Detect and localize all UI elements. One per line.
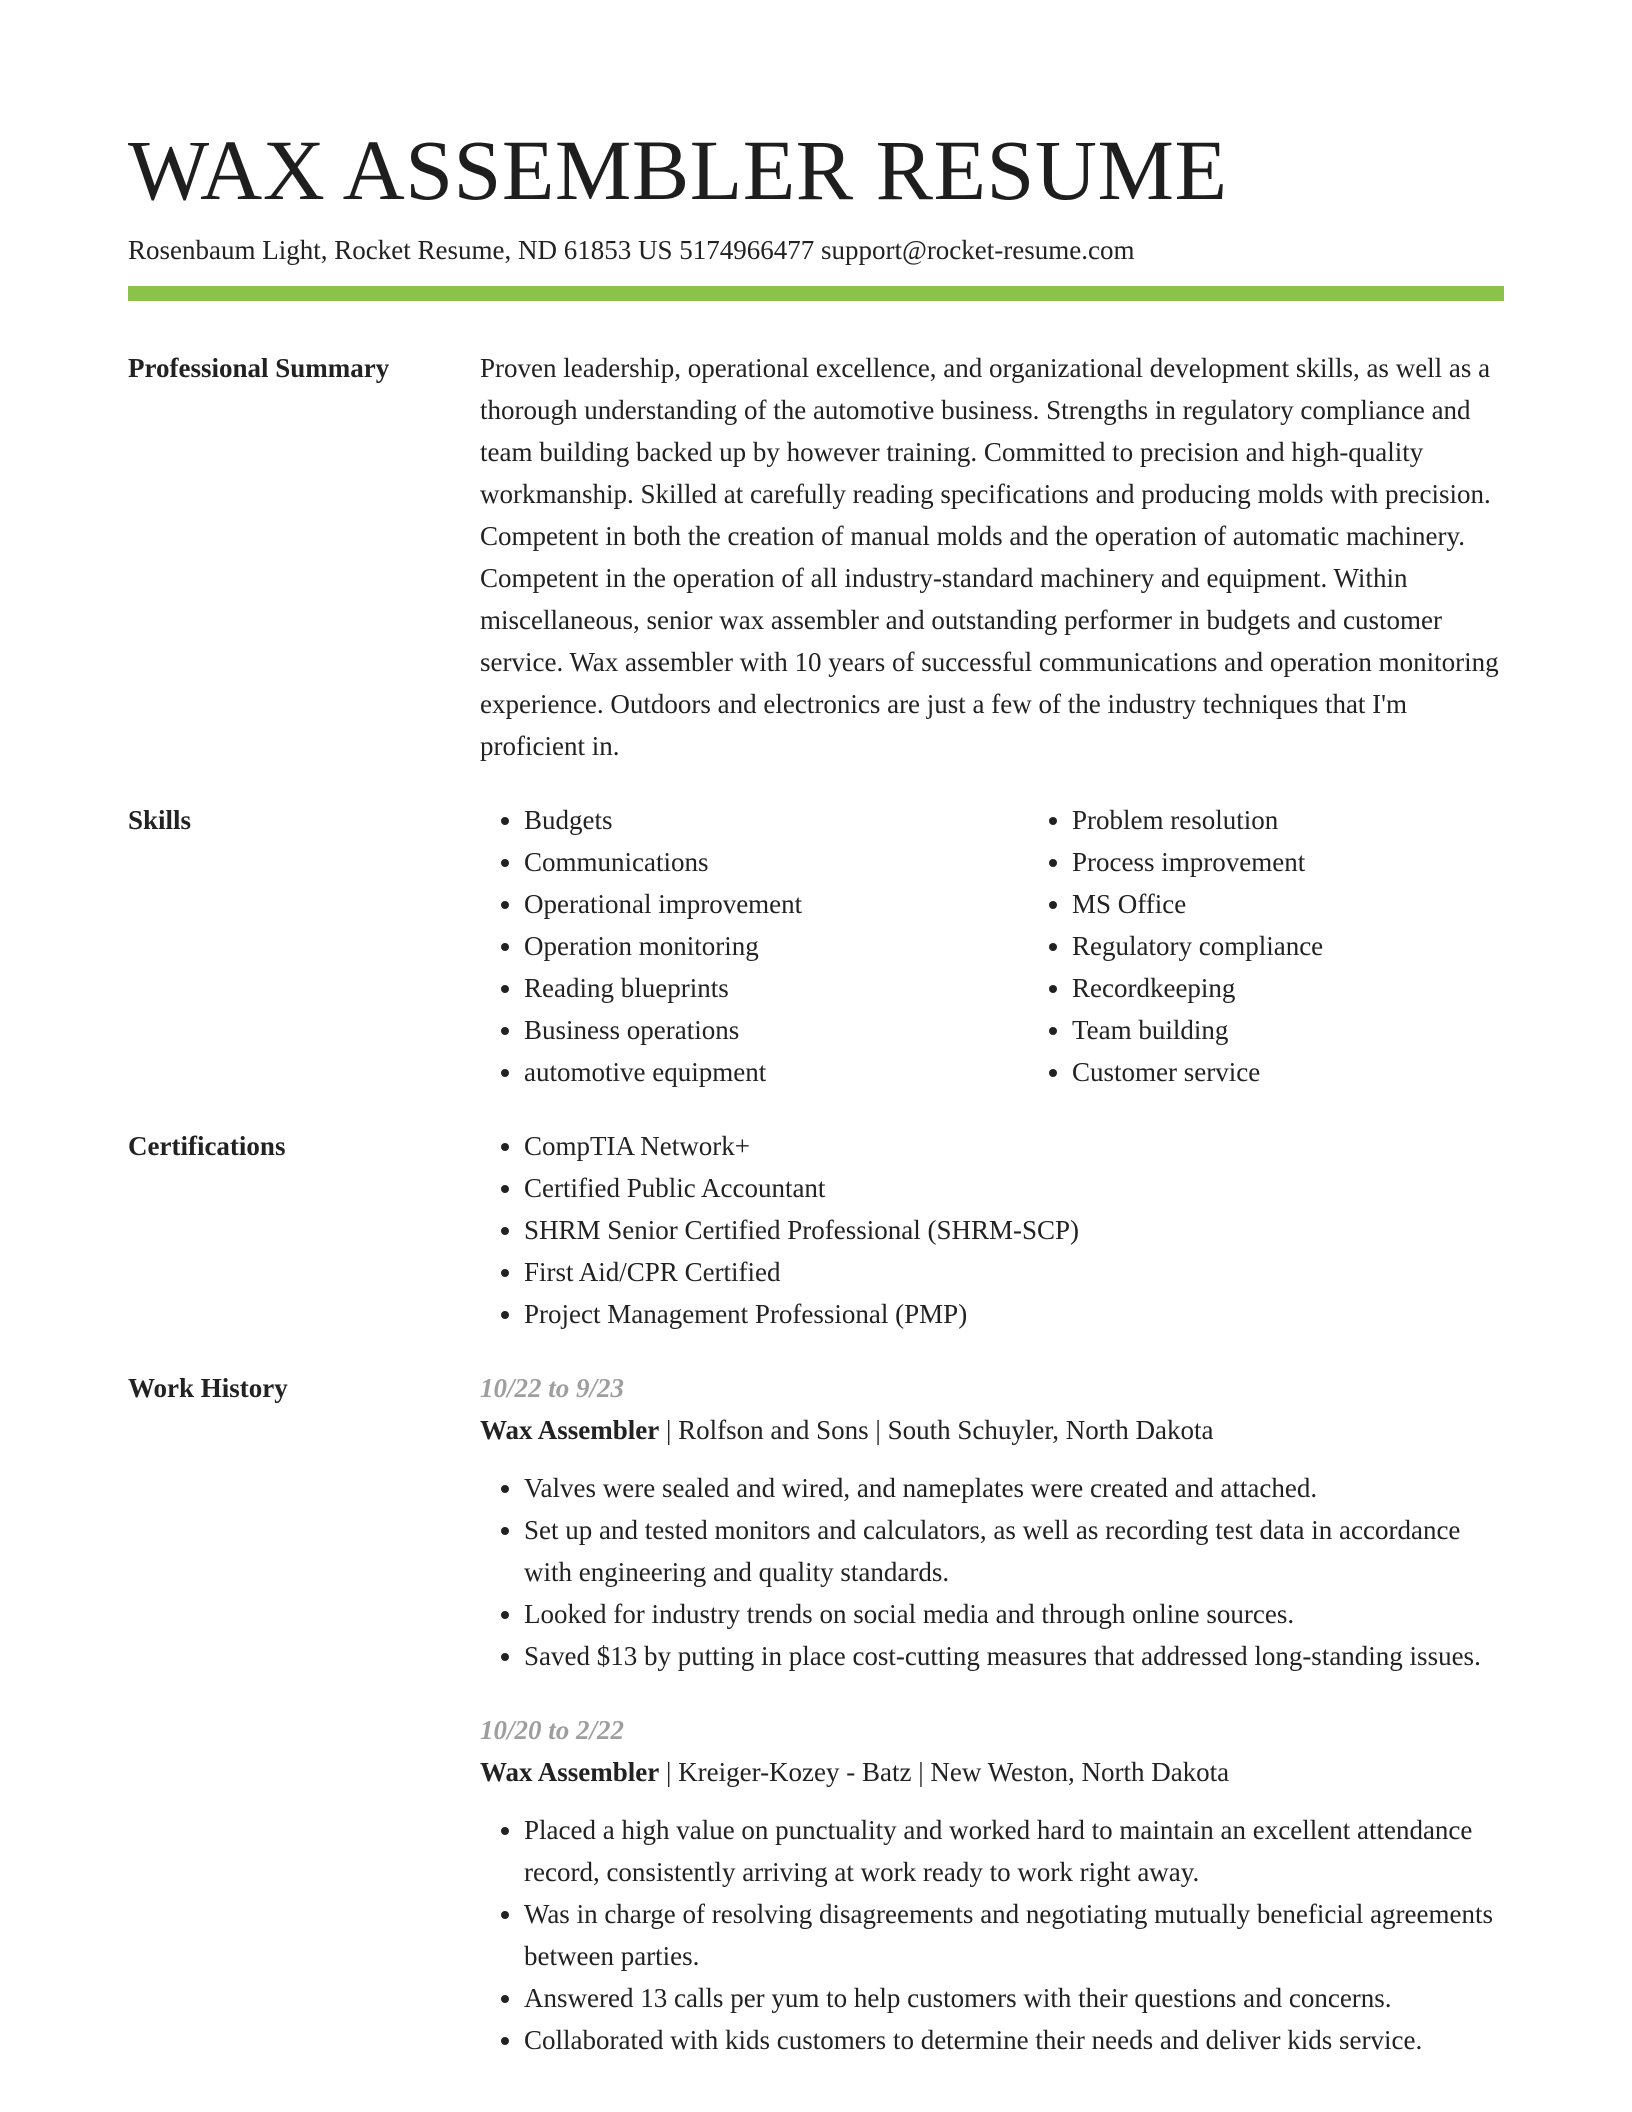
- job-bullets: [480, 1809, 1504, 2061]
- job-bullet: • Valves were sealed and wired, and nameplates were created and attached.: [524, 1467, 1504, 1509]
- job-bullet: • Was in charge of resolving disagreements and negotiating mutually beneficial agreements between parties.: [524, 1893, 1504, 1977]
- resume-title: WAX ASSEMBLER RESUME: [128, 122, 1228, 218]
- job-bullet: • Collaborated with kids customers to determine their needs and deliver kids service.: [524, 2019, 1504, 2061]
- job-bullet: • Saved $13 by putting in place cost-cutting measures that addressed long-standing issues.: [524, 1635, 1504, 1677]
- certification-item: • First Aid/CPR Certified: [524, 1251, 1504, 1293]
- skills-list-left: [480, 799, 1028, 1093]
- certification-item: • CompTIA Network+: [524, 1125, 1504, 1167]
- skill-item: • automotive equipment: [524, 1051, 1028, 1093]
- job-entry: [480, 1367, 1504, 1677]
- certification-item: • Project Management Professional (PMP): [524, 1293, 1504, 1335]
- job-entry: [480, 1709, 1504, 2061]
- summary-section: [128, 347, 1504, 767]
- job-bullet: • Placed a high value on punctuality and worked hard to maintain an excellent attendance record, consistently arriving at work ready to work right away.: [524, 1809, 1504, 1893]
- skill-item: • Budgets: [524, 799, 1028, 841]
- contact-line: Rosenbaum Light, Rocket Resume, ND 61853 US 5174966477 support@rocket-resume.com: [128, 235, 1135, 265]
- skill-item: • Customer service: [1072, 1051, 1576, 1093]
- job-bullets: [480, 1467, 1504, 1677]
- job-details: | Kreiger-Kozey - Batz | New Weston, North Dakota: [659, 1757, 1230, 1787]
- skill-item: • Team building: [1072, 1009, 1576, 1051]
- summary-label: Professional Summary: [128, 353, 390, 383]
- skills-section: [128, 799, 1504, 1093]
- skill-item: • Regulatory compliance: [1072, 925, 1576, 967]
- skill-item: • Operational improvement: [524, 883, 1028, 925]
- job-bullet: • Set up and tested monitors and calculators, as well as recording test data in accordance with engineering and quality standards.: [524, 1509, 1504, 1593]
- accent-divider: [128, 286, 1504, 301]
- skill-item: • Recordkeeping: [1072, 967, 1576, 1009]
- skill-item: • MS Office: [1072, 883, 1576, 925]
- resume-page: [128, 118, 1504, 2061]
- summary-text: Proven leadership, operational excellence, and organizational development skills, as well as a thorough understanding of the automotive business. Strengths in regulatory compliance and team building backed up by however training. Committed to precision and high-quality workmanship. Skilled at carefully reading specifications and producing molds with precision. Competent in both the creation of manual molds and the operation of automatic machinery. Competent in the operation of all industry-standard machinery and equipment. Within miscellaneous, senior wax assembler and outstanding performer in budgets and customer service. Wax assembler with 10 years of successful communications and operation monitoring experience. Outdoors and electronics are just a few of the industry techniques that I'm proficient in.: [480, 353, 1499, 761]
- certification-item: • Certified Public Accountant: [524, 1167, 1504, 1209]
- skill-item: • Reading blueprints: [524, 967, 1028, 1009]
- job-bullet: • Answered 13 calls per yum to help customers with their questions and concerns.: [524, 1977, 1504, 2019]
- skill-item: • Operation monitoring: [524, 925, 1028, 967]
- job-bullet: • Looked for industry trends on social media and through online sources.: [524, 1593, 1504, 1635]
- skills-label: Skills: [128, 805, 192, 835]
- skills-list-right: [1028, 799, 1576, 1093]
- job-dates: 10/20 to 2/22: [480, 1715, 625, 1745]
- job-details: | Rolfson and Sons | South Schuyler, North Dakota: [659, 1415, 1214, 1445]
- skill-item: • Problem resolution: [1072, 799, 1576, 841]
- job-title: Wax Assembler: [480, 1757, 660, 1787]
- skill-item: • Business operations: [524, 1009, 1028, 1051]
- job-title-line: [480, 1409, 1504, 1451]
- certifications-section: [128, 1125, 1504, 1335]
- certifications-list: [480, 1125, 1504, 1335]
- certifications-label: Certifications: [128, 1131, 286, 1161]
- job-title-line: [480, 1751, 1504, 1793]
- work-history-section: [128, 1367, 1504, 2061]
- skill-item: • Process improvement: [1072, 841, 1576, 883]
- job-title: Wax Assembler: [480, 1415, 660, 1445]
- skill-item: • Communications: [524, 841, 1028, 883]
- job-dates: 10/22 to 9/23: [480, 1373, 625, 1403]
- certification-item: • SHRM Senior Certified Professional (SHRM-SCP): [524, 1209, 1504, 1251]
- work-history-label: Work History: [128, 1373, 288, 1403]
